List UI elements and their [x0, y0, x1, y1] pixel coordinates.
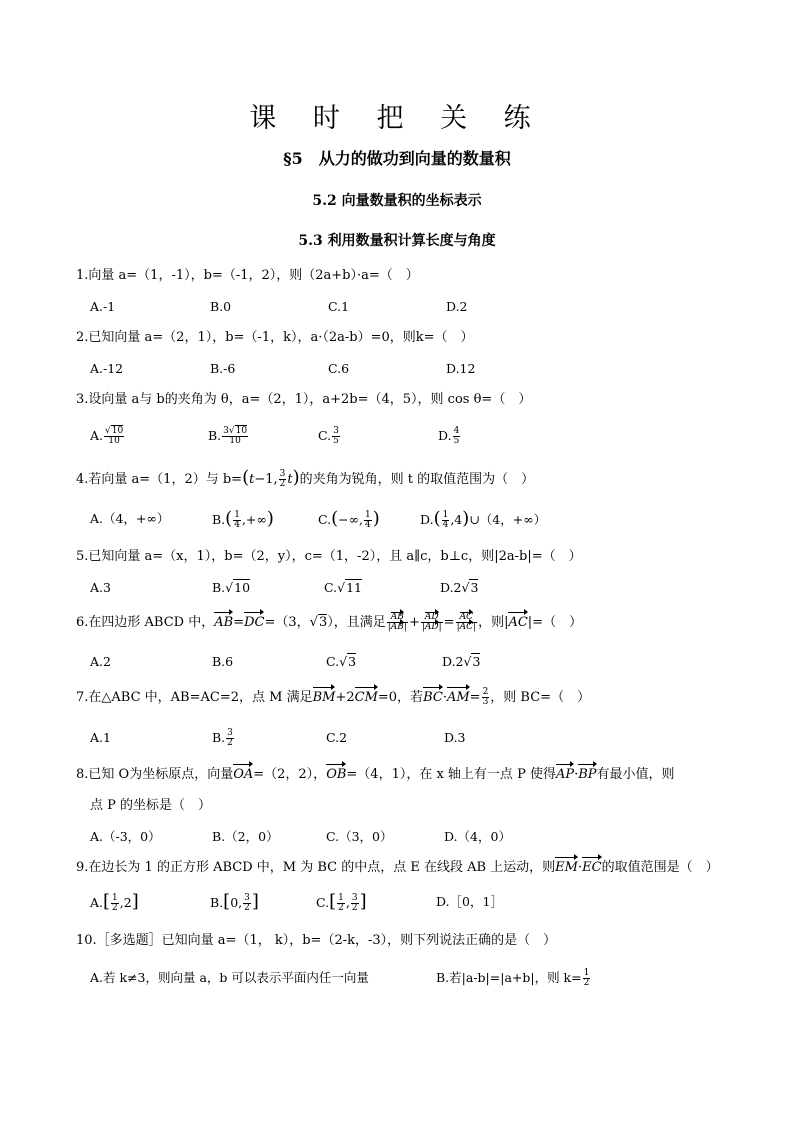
option-b: B.( $\frac{1}{4}$ ,+∞)	[212, 508, 274, 530]
question-10: 10.［多选题］已知向量 a=（1， k），b=（2-k，-3），则下列说法正确的是（ ）	[76, 933, 557, 948]
option-a: A.（-3，0）	[90, 829, 161, 844]
option-b: B.若|a-b|=|a+b|，则 k= $\frac{1}{2}$	[436, 968, 590, 988]
option-b: B.√10	[212, 580, 251, 595]
option-b: B.6	[212, 654, 234, 669]
option-d: D.2√3	[440, 580, 479, 595]
option-b: B.-6	[210, 361, 236, 376]
option-d: D. $\frac{4}{5}$	[438, 426, 460, 446]
question-8-line-2: 点 P 的坐标是（ ）	[90, 798, 212, 813]
question-2: 2.已知向量 a=（2，1），b=（-1，k），a·（2a-b）=0，则k=（ ）	[76, 330, 474, 345]
option-c: C.（3，0）	[326, 829, 393, 844]
option-b: B.[0, $\frac{3}{2}$ ]	[210, 891, 259, 913]
option-c: C. $\frac{3}{5}$	[318, 426, 339, 446]
option-a: A.（4，+∞）	[90, 511, 170, 526]
option-d: D.( $\frac{1}{4}$ ,4)∪（4，+∞）	[420, 508, 547, 530]
option-d: D.2√3	[442, 654, 481, 669]
option-a: A.2	[90, 654, 111, 669]
option-a: A.若 k≠3，则向量 a，b 可以表示平面内任一向量	[90, 970, 369, 985]
option-b: B. $\frac{3}{2}$	[212, 728, 233, 748]
question-5: 5.已知向量 a=（x，1），b=（2，y），c=（1，-2），且 a∥c，b⊥c，则|2a-b|=（ ）	[76, 549, 582, 564]
section-heading: §5 从力的做功到向量的数量积	[283, 149, 511, 168]
option-a: A.3	[90, 580, 111, 595]
option-a: A.-1	[90, 299, 116, 314]
option-a: A.-12	[90, 361, 124, 376]
option-c: C.√11	[324, 580, 362, 595]
question-8: 8.已知 O为坐标原点，向量OA=（2，2），OB=（4，1），在 x 轴上有一点 P 使得AP·BP有最小值，则	[76, 765, 726, 785]
option-a: A.[ $\frac{1}{2}$ ,2]	[90, 891, 139, 913]
option-d: D.［0，1］	[436, 894, 503, 909]
option-a: A. $\frac{√10}{10}$	[90, 426, 124, 446]
option-d: D.3	[444, 730, 466, 745]
subsection-heading-5-2: 5.2 向量数量积的坐标表示	[312, 193, 482, 209]
question-6: 6.在四边形 ABCD 中，AB=DC=（3，√3），且满足 $\frac{AB}{|AB|}$ + $\frac{AD}{|AD|}$ = $\frac{AC}{|AC|}$ ，则|AC|=（ ）	[76, 612, 583, 632]
question-1: 1.向量 a=（1，-1），b=（-1，2），则（2a+b）·a=（ ）	[76, 268, 419, 283]
option-b: B. $\frac{3√10}{10}$	[208, 426, 248, 446]
option-d: D.2	[446, 299, 468, 314]
option-d: D.12	[446, 361, 476, 376]
option-b: B.0	[210, 299, 232, 314]
option-c: C.(−∞, $\frac{1}{4}$ )	[318, 508, 380, 530]
option-c: C.√3	[326, 654, 357, 669]
option-c: C.6	[328, 361, 350, 376]
option-c: C.[ $\frac{1}{2}$ , $\frac{3}{2}$ ]	[316, 891, 367, 913]
option-b: B.（2，0）	[212, 829, 279, 844]
subsection-heading-5-3: 5.3 利用数量积计算长度与角度	[298, 233, 496, 249]
option-c: C.2	[326, 730, 348, 745]
question-9: 9.在边长为 1 的正方形 ABCD 中，M 为 BC 的中点，点 E 在线段 AB 上运动，则EM·EC的取值范围是（ ）	[76, 858, 726, 878]
option-a: A.1	[90, 730, 111, 745]
option-d: D.（4，0）	[444, 829, 511, 844]
question-3: 3.设向量 a与 b的夹角为 θ，a=（2，1），a+2b=（4，5），则 cos θ=（ ）	[76, 392, 532, 407]
page-title: 课 时 把 关 练	[249, 103, 545, 134]
question-7: 7.在△ABC 中，AB=AC=2，点 M 满足BM+2CM=0，若BC·AM= $\frac{2}{3}$ ，则 BC=（ ）	[76, 687, 591, 707]
question-4: 4.若向量 a=（1，2）与 b=(t−1, $\frac{3}{2}$ t)的夹角为锐角，则 t 的取值范围为（ ）	[76, 467, 535, 489]
option-c: C.1	[328, 299, 350, 314]
